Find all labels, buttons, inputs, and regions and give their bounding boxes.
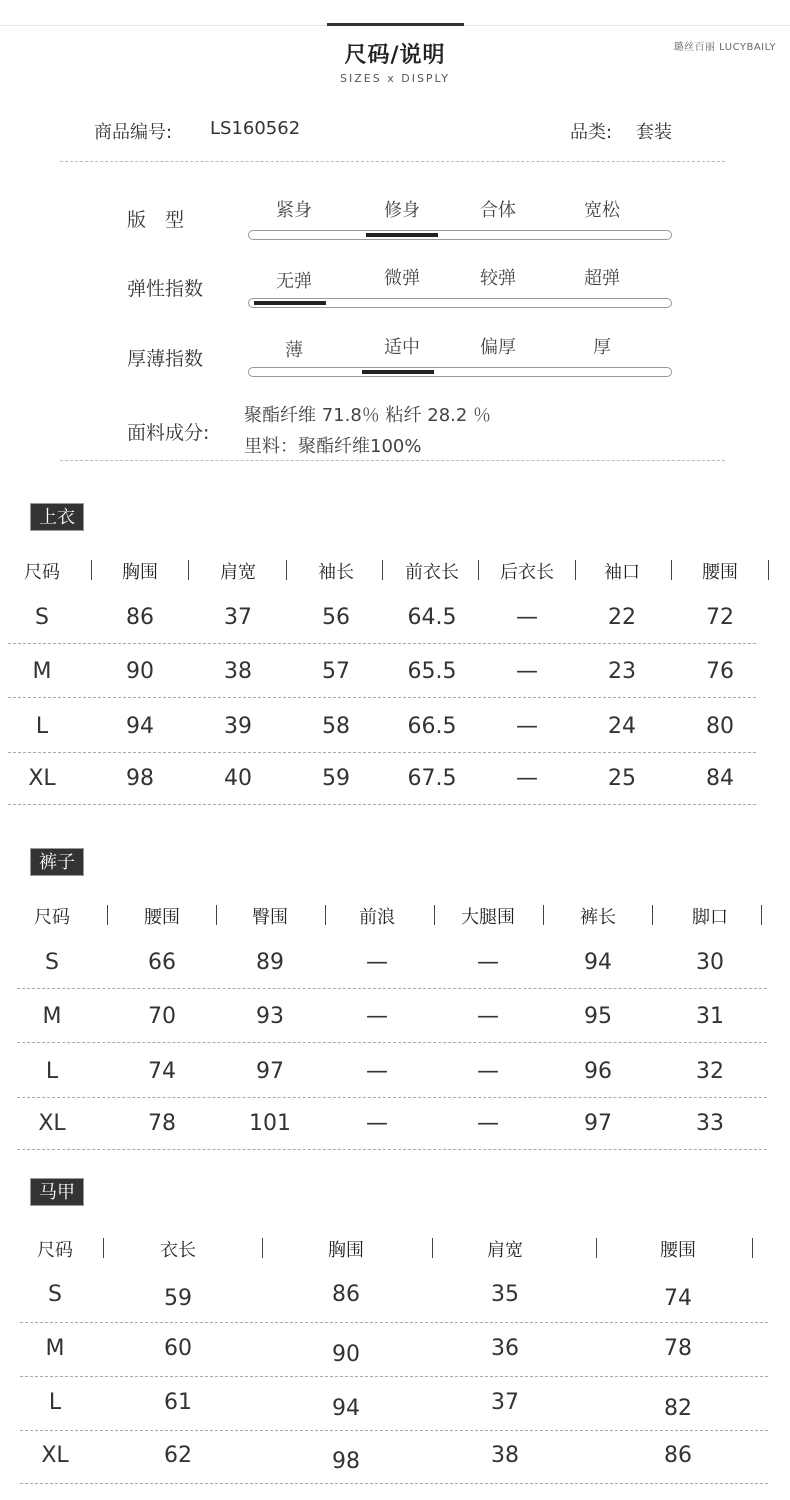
scale-option: 薄 (285, 340, 303, 361)
table-cell: 23 (608, 659, 636, 684)
scale-option: 较弹 (480, 268, 516, 289)
table-cell: 39 (224, 714, 252, 739)
table-cell: 25 (608, 766, 636, 791)
column-separator (107, 905, 108, 925)
table-cell: — (366, 1059, 388, 1084)
category-label: 品类: (570, 122, 613, 143)
table-cell: 93 (256, 1004, 284, 1029)
column-separator (761, 905, 762, 925)
column-separator (432, 1238, 433, 1258)
table-cell: 62 (164, 1443, 192, 1468)
size-cell: L (35, 714, 49, 739)
table-cell: 97 (256, 1059, 284, 1084)
fabric-composition: 聚酯纤维 71.8％ 粘纤 28.2 ％ (244, 405, 492, 426)
table-cell: 59 (322, 766, 350, 791)
row-divider (8, 752, 756, 753)
scale-label: 版 型 (127, 209, 185, 231)
row-divider (8, 804, 756, 805)
table-cell: 57 (322, 659, 350, 684)
table-cell: 66 (148, 950, 176, 975)
size-cell: L (45, 1059, 59, 1084)
divider (60, 460, 725, 461)
table-cell: — (516, 766, 538, 791)
column-separator (543, 905, 544, 925)
table-cell: 78 (148, 1111, 176, 1136)
table-cell: 84 (706, 766, 734, 791)
table-cell: 82 (664, 1396, 692, 1421)
divider (60, 161, 725, 162)
table-header-cell: 尺码 (24, 562, 60, 583)
column-separator (752, 1238, 753, 1258)
column-separator (575, 560, 576, 580)
scale-option: 修身 (384, 200, 420, 221)
table-header-cell: 袖长 (318, 562, 354, 583)
size-cell: L (48, 1390, 62, 1415)
table-cell: — (366, 1111, 388, 1136)
table-cell: 33 (696, 1111, 724, 1136)
table-header-cell: 腰围 (144, 907, 180, 928)
table-cell: 90 (126, 659, 154, 684)
table-cell: — (366, 1004, 388, 1029)
table-header-cell: 前衣长 (405, 562, 459, 583)
product-code-label: 商品编号: (94, 122, 173, 143)
scale-option: 超弹 (584, 268, 620, 289)
page-subtitle: SIZES x DISPLY (340, 72, 450, 85)
table-header-cell: 袖口 (604, 562, 640, 583)
row-divider (20, 1483, 768, 1484)
table-cell: 67.5 (407, 766, 457, 791)
table-cell: 95 (584, 1004, 612, 1029)
column-separator (382, 560, 383, 580)
table-cell: 35 (491, 1282, 519, 1307)
table-header-cell: 腰围 (660, 1240, 696, 1261)
column-separator (768, 560, 769, 580)
lining-composition: 里料：聚酯纤维100% (244, 436, 422, 457)
row-divider (17, 1097, 767, 1098)
column-separator (188, 560, 189, 580)
table-cell: — (477, 1004, 499, 1029)
scale-label: 厚薄指数 (127, 348, 204, 370)
column-separator (262, 1238, 263, 1258)
page-title: 尺码/说明 (344, 43, 446, 68)
title-accent-bar (327, 23, 464, 26)
scale-option: 宽松 (584, 200, 620, 221)
scale-option: 厚 (593, 337, 611, 358)
table-cell: 61 (164, 1390, 192, 1415)
table-cell: 38 (224, 659, 252, 684)
scale-option: 适中 (384, 337, 420, 358)
table-cell: 80 (706, 714, 734, 739)
table-cell: 98 (332, 1449, 360, 1474)
table-cell: 37 (224, 605, 252, 630)
size-cell: XL (41, 1443, 69, 1468)
table-cell: 94 (126, 714, 154, 739)
scale-selected-marker (362, 370, 434, 374)
column-separator (652, 905, 653, 925)
size-cell: XL (38, 1111, 66, 1136)
table-cell: 97 (584, 1111, 612, 1136)
table-header-cell: 腰围 (702, 562, 738, 583)
scale-track (248, 230, 672, 240)
table-header-cell: 尺码 (37, 1240, 73, 1261)
scale-option: 偏厚 (480, 337, 516, 358)
table-cell: 30 (696, 950, 724, 975)
fabric-label: 面料成分: (127, 422, 210, 444)
column-separator (596, 1238, 597, 1258)
column-separator (103, 1238, 104, 1258)
size-cell: XL (28, 766, 56, 791)
column-separator (216, 905, 217, 925)
table-cell: 64.5 (407, 605, 457, 630)
row-divider (20, 1376, 768, 1377)
table-header-cell: 臀围 (252, 907, 288, 928)
scale-option: 无弹 (276, 271, 312, 292)
column-separator (478, 560, 479, 580)
table-cell: 24 (608, 714, 636, 739)
table-header-cell: 胸围 (328, 1240, 364, 1261)
table-cell: 76 (706, 659, 734, 684)
scale-track (248, 367, 672, 377)
scale-selected-marker (254, 301, 326, 305)
section-tag: 裤子 (30, 848, 84, 876)
table-cell: 94 (332, 1396, 360, 1421)
table-cell: 56 (322, 605, 350, 630)
table-header-cell: 后衣长 (500, 562, 554, 583)
table-cell: 86 (664, 1443, 692, 1468)
table-header-cell: 脚口 (692, 907, 728, 928)
table-cell: 86 (126, 605, 154, 630)
table-cell: 98 (126, 766, 154, 791)
table-cell: 38 (491, 1443, 519, 1468)
row-divider (17, 988, 767, 989)
table-header-cell: 肩宽 (220, 562, 256, 583)
table-cell: 58 (322, 714, 350, 739)
column-separator (286, 560, 287, 580)
table-header-cell: 尺码 (34, 907, 70, 928)
table-header-cell: 胸围 (122, 562, 158, 583)
column-separator (91, 560, 92, 580)
table-cell: 37 (491, 1390, 519, 1415)
row-divider (17, 1042, 767, 1043)
table-cell: — (477, 1111, 499, 1136)
scale-option: 紧身 (276, 200, 312, 221)
scale-label: 弹性指数 (127, 278, 204, 300)
table-cell: — (516, 659, 538, 684)
table-cell: 78 (664, 1336, 692, 1361)
table-cell: 32 (696, 1059, 724, 1084)
table-header-cell: 衣长 (160, 1240, 196, 1261)
table-cell: 74 (664, 1286, 692, 1311)
section-tag: 上衣 (30, 503, 84, 531)
size-cell: M (45, 1336, 65, 1361)
table-cell: 59 (164, 1286, 192, 1311)
column-separator (671, 560, 672, 580)
table-cell: 60 (164, 1336, 192, 1361)
table-header-cell: 前浪 (359, 907, 395, 928)
table-cell: 90 (332, 1342, 360, 1367)
table-cell: — (366, 950, 388, 975)
size-cell: S (35, 605, 49, 630)
table-cell: 22 (608, 605, 636, 630)
table-cell: 96 (584, 1059, 612, 1084)
row-divider (8, 697, 756, 698)
brand-name: 璐丝百丽 LUCYBAILY (673, 42, 776, 53)
table-cell: 70 (148, 1004, 176, 1029)
table-cell: 36 (491, 1336, 519, 1361)
size-cell: M (32, 659, 52, 684)
table-header-cell: 大腿围 (461, 907, 515, 928)
table-cell: 94 (584, 950, 612, 975)
column-separator (434, 905, 435, 925)
table-cell: — (516, 605, 538, 630)
row-divider (8, 643, 756, 644)
column-separator (325, 905, 326, 925)
table-cell: 66.5 (407, 714, 457, 739)
table-header-cell: 肩宽 (487, 1240, 523, 1261)
size-cell: S (45, 950, 59, 975)
scale-option: 微弹 (384, 268, 420, 289)
row-divider (17, 1149, 767, 1150)
table-cell: 89 (256, 950, 284, 975)
table-cell: 72 (706, 605, 734, 630)
row-divider (20, 1430, 768, 1431)
table-cell: 101 (249, 1111, 291, 1136)
product-code-value: LS160562 (210, 118, 301, 139)
row-divider (20, 1322, 768, 1323)
table-cell: 31 (696, 1004, 724, 1029)
category-value: 套装 (636, 122, 672, 143)
table-cell: 65.5 (407, 659, 457, 684)
size-cell: M (42, 1004, 62, 1029)
table-cell: 74 (148, 1059, 176, 1084)
scale-option: 合体 (480, 200, 516, 221)
section-tag: 马甲 (30, 1178, 84, 1206)
table-header-cell: 裤长 (580, 907, 616, 928)
table-cell: 40 (224, 766, 252, 791)
size-cell: S (48, 1282, 62, 1307)
table-cell: — (477, 1059, 499, 1084)
table-cell: — (516, 714, 538, 739)
table-cell: — (477, 950, 499, 975)
table-cell: 86 (332, 1282, 360, 1307)
scale-selected-marker (366, 233, 438, 237)
